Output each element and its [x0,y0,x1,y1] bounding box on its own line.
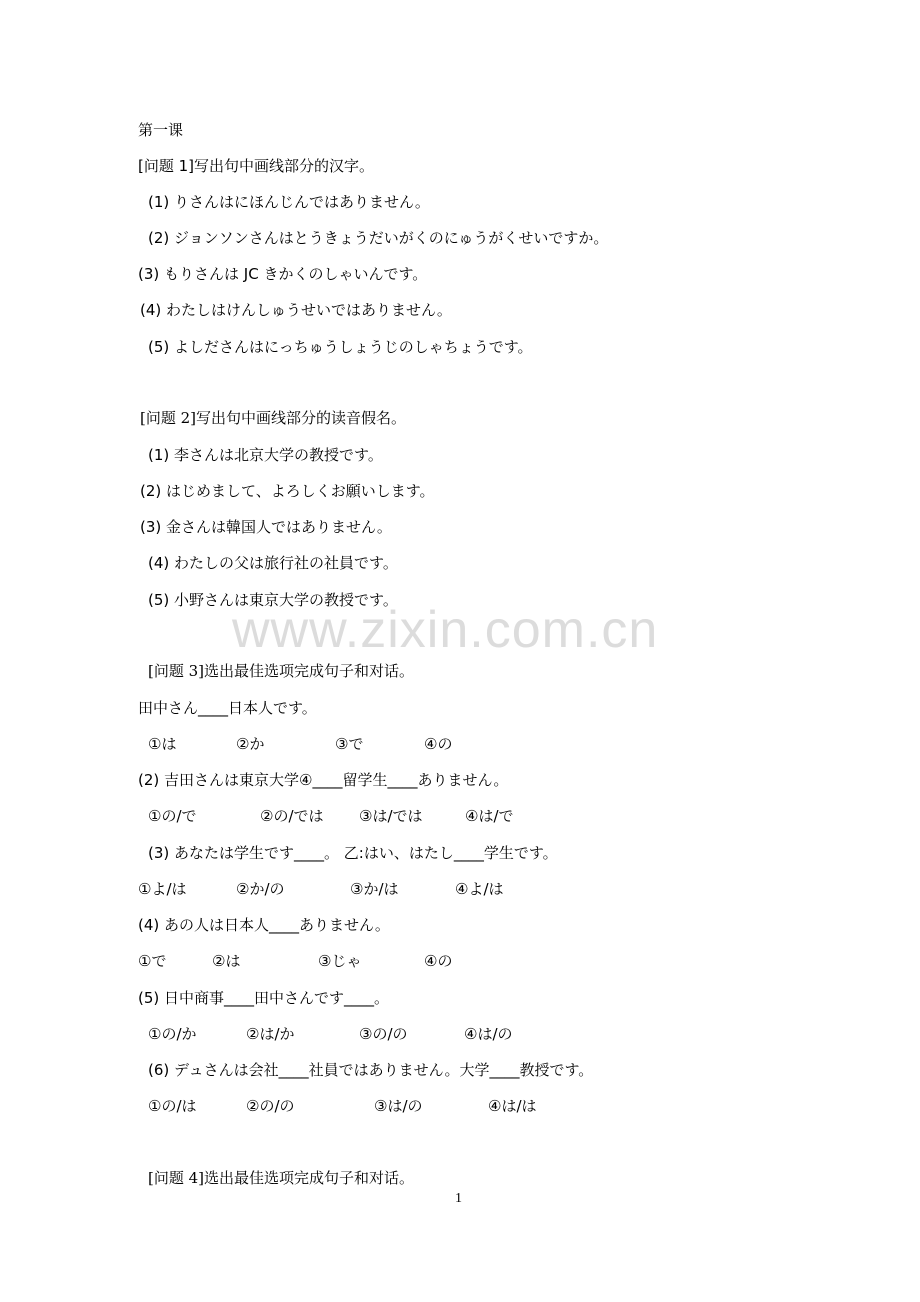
q2-item-5: (5) 小野さんは東京大学の教授です。 [148,591,398,609]
q3-q5-option-1: ①の/か [148,1025,197,1043]
q2-item-3: (3) 金さんは韓国人ではありません。 [140,518,392,536]
q3-question-3: (3) あなたは学生です____。 乙:はい、はたし____学生です。 [148,844,558,862]
q1-item-4: (4) わたしはけんしゅうせいではありません。 [140,301,452,319]
q3-q1-option-2: ②か [236,735,265,753]
q3-question-5: (5) 日中商事____田中さんです____。 [138,989,390,1007]
q3-q2-option-4: ④は/で [465,807,514,825]
q3-question-4: (4) あの人は日本人____ありません。 [138,916,390,934]
q2-heading: [问题 2]写出句中画线部分的读音假名。 [140,409,407,427]
q3-q4-option-2: ②は [212,952,241,970]
q3-q1-option-4: ④の [424,735,453,753]
q3-q3-option-4: ④よ/は [455,880,504,898]
watermark: www.zixin.com.cn [232,601,659,659]
q3-q4-option-1: ①で [138,952,167,970]
q3-question-6: (6) デュさんは会社____社員ではありません。大学____教授です。 [148,1061,594,1079]
q3-q4-option-4: ④の [424,952,453,970]
q3-q3-option-3: ③か/は [350,880,399,898]
q3-q2-option-3: ③は/では [359,807,423,825]
q3-q5-option-4: ④は/の [464,1025,513,1043]
q3-q6-option-2: ②の/の [246,1097,295,1115]
q3-q1-option-1: ①は [148,735,177,753]
q3-question-2: (2) 吉田さんは東京大学④____留学生____ありません。 [138,771,509,789]
q3-q2-option-1: ①の/で [148,807,197,825]
q2-item-4: (4) わたしの父は旅行社の社員です。 [148,554,398,572]
q2-item-2: (2) はじめまして、よろしくお願いします。 [140,482,435,500]
lesson-title: 第一课 [138,121,184,139]
q1-item-2: (2) ジョンソンさんはとうきょうだいがくのにゅうがくせいですか。 [148,229,609,247]
q3-q1-option-3: ③で [335,735,364,753]
page-number: 1 [455,1191,462,1206]
q3-heading: [问题 3]选出最佳选项完成句子和对话。 [148,662,415,680]
q3-q2-option-2: ②の/では [260,807,324,825]
q4-heading: [问题 4]选出最佳选项完成句子和对话。 [148,1169,415,1187]
q1-item-3: (3) もりさんは JC きかくのしゃいんです。 [138,265,428,283]
q1-item-5: (5) よしださんはにっちゅうしょうじのしゃちょうです。 [148,338,533,356]
q3-question-1: 田中さん____日本人です。 [138,699,317,717]
q3-q6-option-4: ④は/は [488,1097,537,1115]
q3-q4-option-3: ③じゃ [318,952,362,970]
q3-q3-option-2: ②か/の [236,880,285,898]
q3-q5-option-3: ③の/の [359,1025,408,1043]
q3-q6-option-1: ①の/は [148,1097,197,1115]
q1-heading: [问题 1]写出句中画线部分的汉字。 [138,157,375,175]
q2-item-1: (1) 李さんは北京大学の教授です。 [148,446,383,464]
q3-q5-option-2: ②は/か [246,1025,295,1043]
q1-item-1: (1) りさんはにほんじんではありません。 [148,193,430,211]
q3-q3-option-1: ①よ/は [138,880,187,898]
q3-q6-option-3: ③は/の [374,1097,423,1115]
